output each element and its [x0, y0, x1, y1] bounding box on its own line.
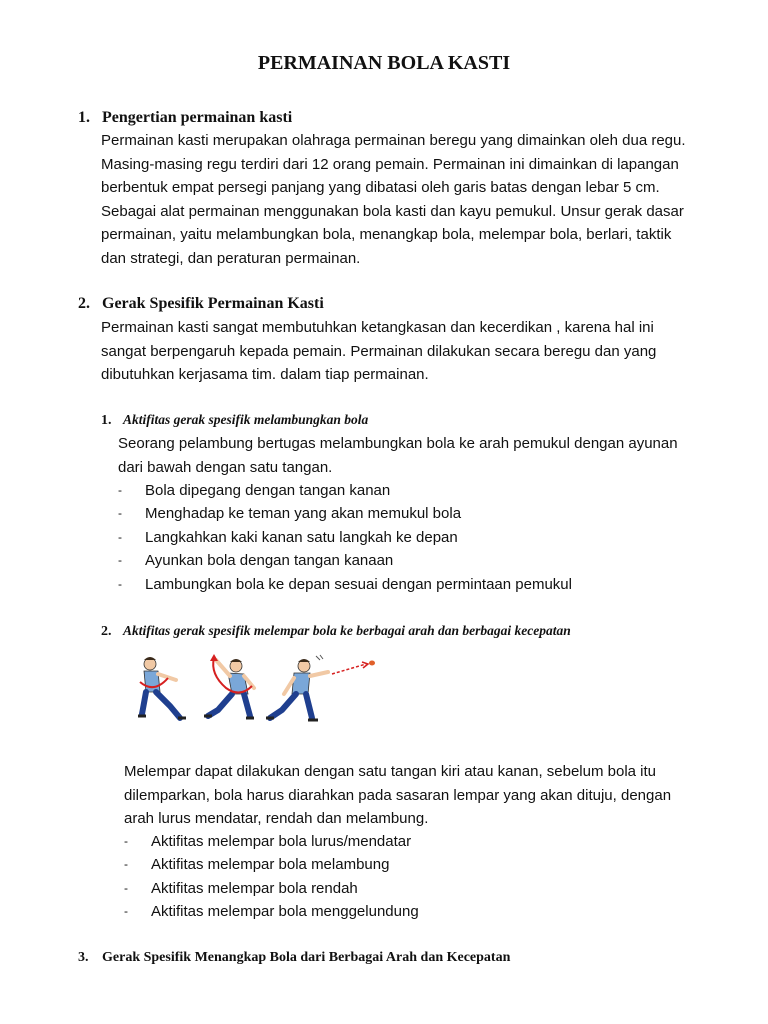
list-item: - Aktifitas melempar bola melambung: [124, 856, 390, 874]
subsection-1-number: 1.: [101, 413, 112, 428]
list-item: - Aktifitas melempar bola rendah: [124, 879, 358, 897]
page-title: PERMAINAN BOLA KASTI: [257, 52, 511, 74]
section-2-line: Permainan kasti sangat membutuhkan ketangkasan dan kecerdikan , karena hal ini: [101, 319, 654, 336]
subsection-2-list: [124, 830, 419, 924]
list-item: - Ayunkan bola dengan tangan kanaan: [118, 552, 394, 570]
subsection-2-line: dilemparkan, bola harus diarahkan pada sasaran lempar yang akan dituju, dengan: [124, 786, 672, 804]
throwing-illustration: [136, 654, 376, 726]
subsection-1-list: [118, 479, 572, 596]
subsection-2-line: arah lurus mendatar, rendah dan melambung.: [124, 810, 429, 827]
subsection-1-line: Seorang pelambung bertugas melambungkan bola ke arah pemukul dengan ayunan: [118, 435, 678, 452]
subsection-1-body: [118, 432, 678, 479]
subsection-2-line: Melempar dapat dilakukan dengan satu tangan kiri atau kanan, sebelum bola itu: [124, 763, 657, 780]
section-3-number: 3.: [78, 950, 89, 965]
section-1-line: dan strategi, dan peraturan permainan.: [101, 249, 361, 267]
subsection-1-heading: [101, 411, 368, 430]
thrower-figure: [204, 654, 254, 718]
section-1-number: 1.: [78, 109, 90, 126]
subsection-1-title: Aktifitas gerak spesifik melambungkan bola: [123, 412, 369, 427]
list-item: - Langkahkan kaki kanan satu langkah ke depan: [118, 528, 458, 546]
section-2-body: [101, 316, 656, 387]
section-1-line: berbentuk empat persegi panjang yang dibatasi oleh garis batas dengan lebar 5 cm.: [101, 179, 660, 196]
subsection-2-title: Aktifitas gerak spesifik melempar bola ke berbagai arah dan berbagai kecepatan: [123, 623, 571, 638]
subsection-2-body: [124, 760, 671, 831]
section-1-heading: [78, 108, 292, 128]
section-3-title: Gerak Spesifik Menangkap Bola dari Berbagai Arah dan Kecepatan: [102, 950, 511, 965]
section-2-number: 2.: [78, 295, 90, 312]
section-3-heading: [78, 948, 510, 968]
section-1-line: permainan, yaitu melambungkan bola, menangkap bola, melempar bola, berlari, taktik: [101, 226, 672, 243]
subsection-2-heading: [101, 622, 571, 641]
section-1-body: [101, 129, 686, 270]
section-2-heading: [78, 294, 324, 314]
list-item: - Aktifitas melempar bola lurus/mendatar: [124, 833, 412, 850]
section-1-line: Sebagai alat permainan menggunakan bola kasti dan kayu pemukul. Unsur gerak dasar: [101, 202, 684, 220]
subsection-2-number: 2.: [101, 624, 112, 639]
thrower-figure: [138, 657, 186, 718]
section-1-line: Masing-masing regu terdiri dari 12 orang pemain. Permainan ini dimainkan di lapangan: [101, 155, 679, 173]
section-2-line: dibutuhkan kerjasama tim. dalam tiap permainan.: [101, 366, 429, 383]
list-item: - Lambungkan bola ke depan sesuai dengan permintaan pemukul: [118, 575, 572, 593]
section-1-line: Permainan kasti merupakan olahraga permainan beregu yang dimainkan oleh dua regu.: [101, 132, 686, 149]
section-1-title: Pengertian permainan kasti: [102, 109, 293, 126]
thrower-figure: [266, 655, 375, 720]
list-item: - Aktifitas melempar bola menggelundung: [124, 903, 419, 921]
list-item: - Menghadap ke teman yang akan memukul bola: [118, 505, 462, 523]
list-item: - Bola dipegang dengan tangan kanan: [118, 482, 391, 499]
section-2-title: Gerak Spesifik Permainan Kasti: [102, 295, 324, 312]
section-2-line: sangat berpengaruh kepada pemain. Permainan dilakukan secara beregu dan yang: [101, 342, 657, 360]
subsection-1-line: dari bawah dengan satu tangan.: [118, 458, 333, 476]
